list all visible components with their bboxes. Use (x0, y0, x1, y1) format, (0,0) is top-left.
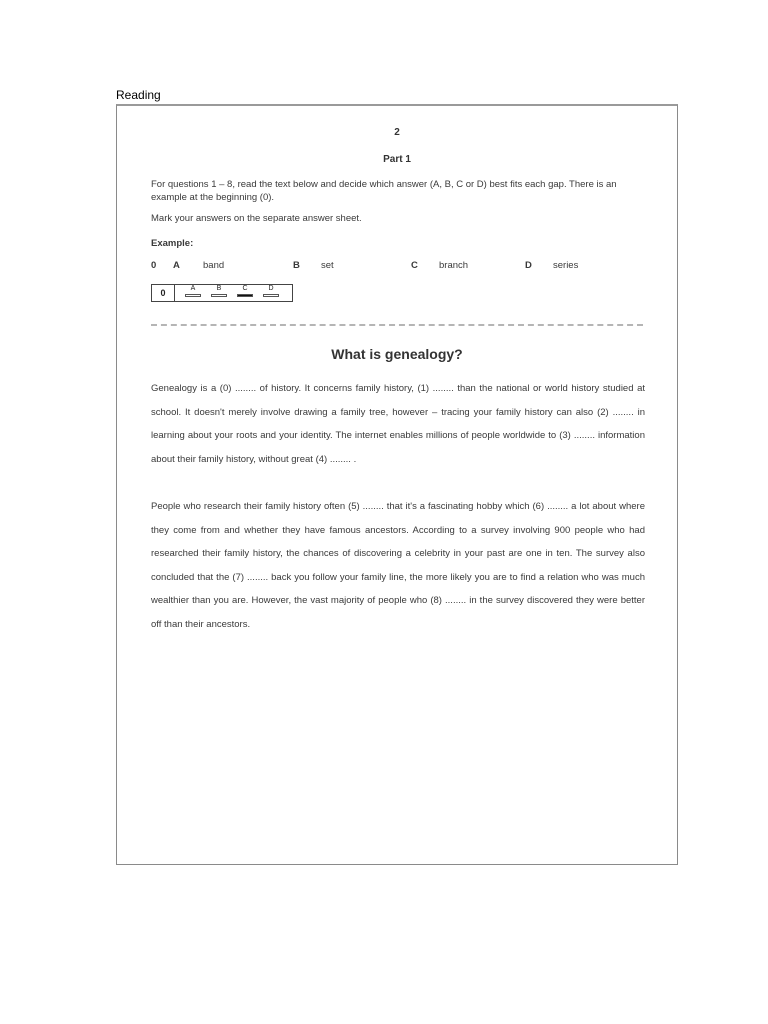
text-title: What is genealogy? (331, 346, 463, 362)
option-word: branch (439, 260, 469, 271)
answer-mark (263, 294, 279, 297)
answer-letter: B (216, 285, 222, 292)
instructions: For questions 1 – 8, read the text below and decide which answer (A, B, C or D) best fits each gap. There is an example at the beginning (0). (151, 179, 617, 203)
section-divider (151, 324, 643, 326)
page-number: 2 (394, 127, 400, 138)
option-letter: C (411, 260, 418, 271)
example-number: 0 (151, 260, 157, 271)
answer-cell (260, 285, 282, 301)
example-options (151, 260, 631, 274)
paragraph-1: Genealogy is a (0) ........ of history. It concerns family history, (1) ........ than the national or world history studied at school. It doesn't merely involve drawing a family tree, however – tracing your family history can also (2) ........ in learning about your roots and your identity. The internet enables millions of people worldwide to (3) ........ information about their family history, without great (4) ........ . (151, 383, 645, 465)
mark-instructions: Mark your answers on the separate answer sheet. (151, 213, 362, 224)
answer-cell (234, 285, 256, 301)
exam-page (116, 104, 678, 865)
answer-cell (182, 285, 204, 301)
answer-mark-selected (237, 294, 253, 297)
paragraph-2: People who research their family history often (5) ........ that it's a fascinating hobby which (6) ........ a lot about where they come from and whether they have famous ancestors. According to a survey involving 900 people who had researched their family history, the chances of discovering a celebrity in your past are one in ten. The survey also concluded that the (7) ........ back you follow your family line, the more likely you are to find a relation who was much wealthier than you are. However, the vast majority of people who (8) ........ in the survey discovered they were better off than their ancestors. (151, 501, 645, 630)
answer-cell (208, 285, 230, 301)
answer-mark (211, 294, 227, 297)
option-letter: D (525, 260, 532, 271)
section-label: Reading (116, 88, 161, 102)
part-heading: Part 1 (383, 154, 411, 165)
option-word: band (203, 260, 225, 271)
answer-box-number: 0 (152, 285, 175, 301)
answer-mark (185, 294, 201, 297)
answer-letter: D (268, 285, 274, 292)
example-answer-box (151, 284, 293, 302)
answer-letter: C (242, 285, 248, 292)
option-letter: B (293, 260, 300, 271)
answer-letter: A (190, 285, 196, 292)
option-word: set (321, 260, 334, 271)
option-word: series (553, 260, 579, 271)
option-letter: A (173, 260, 180, 271)
example-label: Example: (151, 238, 194, 249)
